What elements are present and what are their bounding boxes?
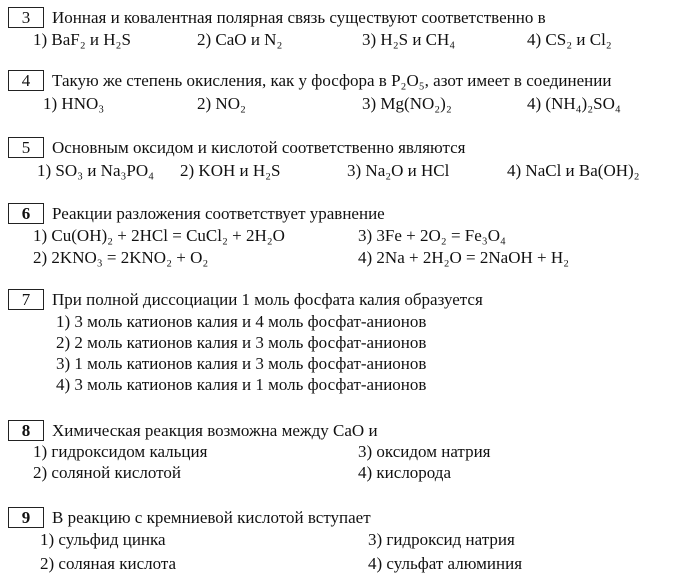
answer-option[interactable]: 4) сульфат алюминия [368,554,523,573]
question-text: При полной диссоциации 1 моль фосфата калия образуется [52,290,483,309]
question-text: Основным оксидом и кислотой соответственно являются [52,138,466,157]
answer-option[interactable]: 1) HNO₃ [43,94,105,113]
question-text: Ионная и ковалентная полярная связь существуют соответственно в [52,8,546,27]
answer-option[interactable]: 2) KOH и H₂S [180,161,281,180]
answer-option[interactable]: 2) 2 моль катионов калия и 3 моль фосфат-анионов [56,333,427,352]
question-number-box: 7 [8,289,44,310]
answer-option[interactable]: 2) CaO и N₂ [197,30,283,49]
question-text: Реакции разложения соответствует уравнение [52,204,385,223]
answer-option[interactable]: 3) гидроксид натрия [368,530,515,549]
question-number-box: 3 [8,7,44,28]
question-text: В реакцию с кремниевой кислотой вступает [52,508,371,527]
question-number-box: 4 [8,70,44,91]
answer-option[interactable]: 2) соляная кислота [40,554,177,573]
answer-option[interactable]: 3) 3Fe + 2O₂ = Fe₃O₄ [358,226,506,245]
question-number-box: 6 [8,203,44,224]
answer-option[interactable]: 4) NaCl и Ba(OH)₂ [507,161,640,180]
answer-option[interactable]: 3) 1 моль катионов калия и 3 моль фосфат-анионов [56,354,427,373]
question-text: Такую же степень окисления, как у фосфора в P₂O₅, азот имеет в соединении [52,71,612,90]
answer-option[interactable]: 4) 3 моль катионов калия и 1 моль фосфат-анионов [56,375,427,394]
answer-option[interactable]: 1) гидроксидом кальция [33,442,208,461]
answer-option[interactable]: 3) H₂S и CH₄ [362,30,456,49]
answer-option[interactable]: 1) Cu(OH)₂ + 2HCl = CuCl₂ + 2H₂O [33,226,285,245]
answer-option[interactable]: 2) 2KNO₃ = 2KNO₂ + O₂ [33,248,209,267]
answer-option[interactable]: 3) Mg(NO₂)₂ [362,94,452,113]
answer-option[interactable]: 1) BaF₂ и H₂S [33,30,131,49]
answer-option[interactable]: 2) NO₂ [197,94,246,113]
answer-option[interactable]: 1) 3 моль катионов калия и 4 моль фосфат-анионов [56,312,427,331]
answer-option[interactable]: 3) Na₂O и HCl [347,161,450,180]
answer-option[interactable]: 4) (NH₄)₂SO₄ [527,94,621,113]
answer-option[interactable]: 3) оксидом натрия [358,442,491,461]
answer-option[interactable]: 1) SO₃ и Na₃PO₄ [37,161,155,180]
answer-option[interactable]: 4) кислорода [358,463,452,482]
question-number-box: 8 [8,420,44,441]
answer-option[interactable]: 4) CS₂ и Cl₂ [527,30,612,49]
answer-option[interactable]: 4) 2Na + 2H₂O = 2NaOH + H₂ [358,248,570,267]
question-number-box: 5 [8,137,44,158]
question-number-box: 9 [8,507,44,528]
answer-option[interactable]: 1) сульфид цинка [40,530,166,549]
answer-option[interactable]: 2) соляной кислотой [33,463,181,482]
question-text: Химическая реакция возможна между CaO и [52,421,378,440]
